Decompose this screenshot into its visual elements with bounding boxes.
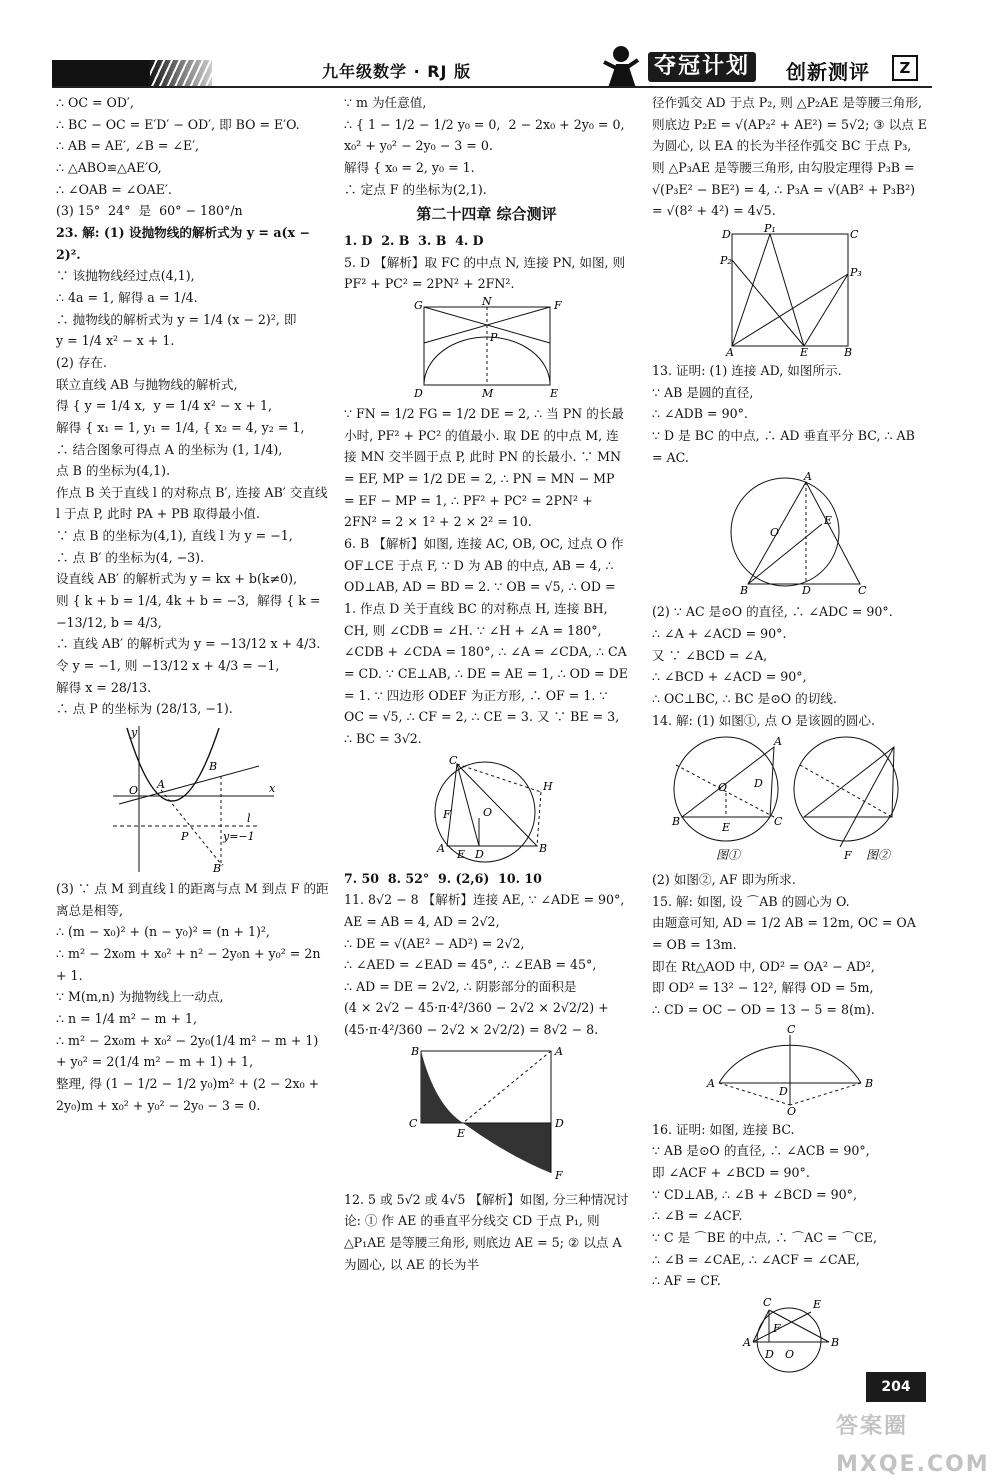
text-line: ∵ FN = 1/2 FG = 1/2 DE = 2, ∴ 当 PN 的长最小时, PF² + PC² 的值最小. 取 DE 的中点 M, 连接 MN 交半圆于点 P, 此时 PN 的长最小. ∵ MN = EF, MP = 1/2 DE = 2, ∴ PN = MN − MP = EF − MP = 1, ∴ PF² + PC² = 2PN² + 2FN² = 2 × 1² + 2 × 2² = 10. [344, 406, 626, 530]
fig-label: x [268, 782, 275, 796]
header-stripe-lines [150, 60, 230, 86]
fig-label: E [456, 847, 465, 861]
text-line: ∴ AB = AE′, ∠B = ∠E′, [56, 138, 200, 154]
text-line: ∴ OC⊥BC, ∴ BC 是⊙O 的切线. [652, 690, 837, 706]
question-5: 5. D 【解析】取 FC 的中点 N, 连接 PN, 如图, 则 PF² + PC² = 2PN² + 2FN². [344, 254, 630, 292]
fig-label: D [474, 847, 484, 861]
text-line: ∴ OC = OD′, [56, 95, 134, 110]
fig-label: B [843, 345, 852, 359]
fig-label: B′ [212, 862, 224, 876]
text-line: ∴ ∠B = ∠CAE, ∴ ∠ACF = ∠CAE, [652, 1251, 860, 1267]
answers-7-10: 7. 50 8. 52° 9. (2,6) 10. 10 [344, 870, 542, 886]
text-line: y = 1/4 x² − x + 1. [56, 333, 175, 349]
fig-label: E [549, 387, 558, 401]
fig-label: B [208, 760, 217, 774]
fig-label: B [410, 1044, 419, 1058]
fig-label: E [823, 514, 832, 528]
text-line: 令 y = −1, 则 −13/12 x + 4/3 = −1, [56, 658, 280, 674]
fig-label: C [762, 1296, 771, 1309]
text-line: ∵ AB 是⊙O 的直径, ∴ ∠ACB = 90°, [652, 1143, 870, 1159]
fig-label: O [784, 1348, 794, 1361]
fig-label: N [481, 295, 492, 309]
q15-figure [705, 1022, 875, 1118]
fig-label: O [717, 781, 727, 795]
question-16: 16. 证明: 如图, 连接 BC. [652, 1121, 795, 1137]
fig-label: P₃ [849, 265, 862, 279]
fig-label: P₂ [719, 253, 732, 267]
chapter-title: 第二十四章 综合测评 [416, 205, 557, 224]
text-line: 解得 x = 28/13. [56, 679, 152, 695]
fig-label: E [456, 1126, 465, 1140]
fig-label: D [721, 227, 731, 241]
fig-label: D [753, 777, 763, 791]
fig-label: F [843, 849, 852, 863]
text-line: ∴ 点 B′ 的坐标为(4, −3). [56, 549, 205, 565]
text-line: 由题意可知, AD = 1/2 AB = 12m, OC = OA = OB = 13m. [652, 915, 920, 953]
fig-label: A [725, 345, 734, 359]
text-line: 即 OD² = 13² − 12², 解得 OD = 5m, [652, 980, 874, 996]
text-line: ∵ CD⊥AB, ∴ ∠B + ∠BCD = 90°, [652, 1186, 857, 1202]
text-line: (4 × 2√2 − 45·π·4²/360 − 2√2 × 2√2/2) + [344, 1000, 609, 1016]
brand-name: 夺冠计划 [648, 52, 756, 82]
text-line: 联立直线 AB 与抛物线的解析式, [56, 376, 238, 392]
text-line: ∴ 结合图象可得点 A 的坐标为 (1, 1/4), [56, 441, 283, 457]
text-line: 点 B 的坐标为(4,1). [56, 463, 171, 479]
fig-label: D [413, 387, 423, 401]
text-line: 得 { y = 1/4 x, y = 1/4 x² − x + 1, [56, 398, 273, 414]
text-line: ∵ M(m,n) 为抛物线上一动点, [56, 989, 224, 1005]
fig-label: D [764, 1348, 774, 1361]
fig-label: E [799, 345, 808, 359]
fig-label: P [489, 331, 497, 345]
text-line: 又 ∵ ∠BCD = ∠A, [652, 647, 768, 663]
fig-label: C [448, 753, 457, 767]
text-line: 整理, 得 (1 − 1/2 − 1/2 y₀)m² + (2 − 2x₀ + 2y₀)m + x₀² + y₀² − 2y₀ − 3 = 0. [56, 1075, 324, 1113]
middle-column [344, 92, 633, 1275]
book-title: 九年级数学 · RJ 版 [322, 62, 472, 81]
fig-label: P₁ [763, 221, 776, 235]
fig-label: D [554, 1116, 564, 1130]
fig-label: B [864, 1076, 873, 1090]
text-line: ∴ n = 1/4 m² − m + 1, [56, 1010, 198, 1026]
q5-figure [412, 295, 562, 401]
watermark-logo: 答案圈 MXQE.COM [836, 1414, 990, 1477]
fig-label: F [554, 1168, 563, 1182]
fig-label: M [481, 387, 493, 401]
text-line: (45·π·4²/360 − 2√2 × 2√2/2) = 8√2 − 8. [344, 1022, 599, 1038]
fig-label: G [413, 299, 423, 313]
fig-label: A [156, 778, 165, 792]
text-line: ∴ △ABO≌△AE′O, [56, 159, 162, 175]
mascot-icon [596, 42, 646, 92]
text-line: ∴ AF = CF. [652, 1273, 721, 1289]
fig-label: D [801, 584, 811, 598]
series-badge: Z [892, 55, 918, 81]
question-6: 6. B 【解析】如图, 连接 AC, OB, OC, 过点 O 作 OF⊥CE 于点 F, ∵ D 为 AB 的中点, AB = 4, ∴ OD⊥AB, AD = BD = 2. ∵ OB = √5, ∴ OD = 1. 作点 D 关于直线 BC 的对称点 H, 连接 BH, CH, 则 ∠CDB = ∠H. ∵ ∠H + ∠A = 180°, ∠CDB + ∠CDA = 180°, ∴ ∠A = ∠CDA, ∴ CA = CD. ∵ CE⊥AB, ∴ DE = AE = 1, ∴ OD = DE = 1. ∵ 四边形 ODEF 为正方形, ∴ OF = 1. ∵ OC = √5, ∴ CF = 2, ∴ CE = 3. 又 ∵ BE = 3, ∴ BC = 3√2. [344, 535, 632, 746]
fig-label: A [554, 1044, 563, 1058]
text-line: ∴ BC − OC = E′D′ − OD′, 即 BO = E′O. [56, 116, 300, 132]
fig-label: C [408, 1116, 417, 1130]
text-line: (2) 如图②, AF 即为所求. [652, 872, 796, 888]
text-line: ∵ C 是 ⌒BE 的中点, ∴ ⌒AC = ⌒CE, [652, 1230, 877, 1246]
question-23: 23. 解: (1) 设抛物线的解析式为 y = a(x − 2)². [56, 224, 315, 262]
question-14: 14. 解: (1) 如图①, 点 O 是该圆的圆心. [652, 712, 875, 728]
text-line: 作点 B 关于直线 l 的对称点 B′, 连接 AB′ 交直线 l 于点 P, 此时 PA + PB 取得最小值. [56, 484, 332, 522]
text-line: ∴ 4a = 1, 解得 a = 1/4. [56, 289, 198, 305]
fig-label: B [538, 841, 547, 855]
header-rule [52, 86, 932, 88]
text-line: ∴ ∠BCD + ∠ACD = 90°, [652, 669, 807, 685]
right-column [652, 92, 932, 1380]
text-line: 解得 { x₀ = 2, y₀ = 1. [344, 159, 475, 175]
text-line: ∵ D 是 BC 的中点, ∴ AD 垂直平分 BC, ∴ AB = AC. [652, 427, 919, 465]
text-line: ∴ DE = √(AE² − AD²) = 2√2, [344, 935, 525, 951]
fig-label: C [849, 227, 858, 241]
fig-label: F [553, 299, 562, 313]
fig-label: E [721, 821, 730, 835]
text-line: ∴ 抛物线的解析式为 y = 1/4 (x − 2)², 即 [56, 311, 297, 327]
fig-label: A [773, 735, 782, 749]
text-line: 径作弧交 AD 于点 P₂, 则 △P₂AE 是等腰三角形, 则底边 P₂E = √(AP₂² + AE²) = 5√2; ③ 以点 E 为圆心, 以 EA 的长为半径作弧交 BC 于点 P₃, 则 △P₃AE 是等腰三角形, 由勾股定理得 P₃B = √(P₃E² − BE²) = 4, ∴ P₃A = √(AB² + P₃B²) = √(8² + 4²) = 4√5. [652, 95, 932, 219]
fig-label: P [180, 830, 188, 844]
fig-label: F [442, 807, 451, 821]
fig-label: H [542, 779, 553, 793]
text-line: ∵ AB 是圆的直径, [652, 384, 754, 400]
text-line: ∴ 直线 AB′ 的解析式为 y = −13/12 x + 4/3. [56, 636, 321, 652]
text-line: ∵ 该抛物线经过点(4,1), [56, 268, 195, 284]
fig-label: y [130, 726, 137, 740]
text-line: 设直线 AB′ 的解析式为 y = kx + b(k≠0), [56, 571, 298, 587]
fig-label: B [830, 1336, 839, 1349]
series-name: 创新测评 [786, 60, 870, 84]
text-line: ∴ 定点 F 的坐标为(2,1). [344, 181, 487, 197]
text-line: (2) 存在. [56, 354, 108, 370]
fig-label: 图② [865, 848, 890, 863]
fig-label: l [246, 812, 251, 826]
page-number: 204 [866, 1372, 926, 1402]
fig-label: D [778, 1084, 788, 1098]
text-line: ∴ 点 P 的坐标为 (28/13, −1). [56, 701, 233, 717]
fig-label: C [786, 1022, 795, 1036]
fig-label: B [739, 584, 748, 598]
text-line: ∴ ∠ADB = 90°. [652, 406, 748, 422]
text-line: (2) ∵ AC 是⊙O 的直径, ∴ ∠ADC = 90°. [652, 604, 893, 620]
text-line: ∴ ∠A + ∠ACD = 90°. [652, 625, 787, 641]
q14-figure [670, 735, 910, 865]
question-12: 12. 5 或 5√2 或 4√5 【解析】如图, 分三种情况讨论: ① 作 AE 的垂直平分线交 CD 于点 P₁, 则 △P₁AE 是等腰三角形, 则底边 AE = 5; ② 以点 A 为圆心, 以 AE 的长为半 [344, 1191, 629, 1272]
fig-label: A [706, 1076, 715, 1090]
fig-label: C [773, 815, 782, 829]
fig-label: E [812, 1298, 821, 1311]
text-line: ∴ ∠OAB = ∠OAE′. [56, 181, 172, 197]
fig-label: F [772, 1322, 781, 1335]
fig-label: O [769, 526, 779, 540]
text-line: (3) ∵ 点 M 到直线 l 的距离与点 M 到点 F 的距离总是相等, [56, 881, 329, 918]
fig-label: A [436, 841, 445, 855]
fig-label: O [128, 784, 138, 798]
text-line: ∴ m² − 2x₀m + x₀² − 2y₀(1/4 m² − m + 1) + y₀² = 2(1/4 m² − m + 1) + 1, [56, 1032, 323, 1070]
question-13: 13. 证明: (1) 连接 AD, 如图所示. [652, 362, 842, 378]
q13-figure [710, 472, 870, 597]
question-15: 15. 解: 如图, 设 ⌒AB 的圆心为 O. [652, 893, 850, 909]
text-line: 则 { k + b = 1/4, 4k + b = −3, 解得 { k = −13/12, b = 4/3, [56, 593, 325, 630]
fig-label: B [671, 815, 680, 829]
text-line: ∴ ∠AED = ∠EAD = 45°, ∴ ∠EAB = 45°, [344, 957, 597, 973]
fig-label: C [857, 584, 866, 598]
q16-figure [725, 1296, 855, 1376]
fig-label: A [803, 470, 812, 484]
left-column [56, 92, 331, 1116]
text-line: ∴ AD = DE = 2√2, ∴ 阴影部分的面积是 [344, 978, 577, 994]
text-line: 即 ∠ACF + ∠BCD = 90°. [652, 1165, 810, 1181]
text-line: ∴ ∠B = ∠ACF. [652, 1208, 743, 1224]
fig-label: O [786, 1104, 796, 1118]
fig-label: y=−1 [222, 830, 255, 844]
parabola-figure [109, 724, 279, 874]
q6-figure [417, 754, 557, 864]
fig-label: A [742, 1336, 751, 1349]
text-line: ∴ m² − 2x₀m + x₀² + n² − 2y₀n + y₀² = 2n + 1. [56, 946, 325, 983]
fig-label: 图① [715, 848, 740, 863]
text-line: 解得 { x₁ = 1, y₁ = 1/4, { x₂ = 4, y₂ = 1, [56, 419, 305, 435]
text-line: ∵ 点 B 的坐标为(4,1), 直线 l 为 y = −1, [56, 528, 293, 544]
text-line: 即在 Rt△AOD 中, OD² = OA² − AD², [652, 958, 875, 974]
text-line: ∴ { 1 − 1/2 − 1/2 y₀ = 0, 2 − 2x₀ + 2y₀ = 0, x₀² + y₀² − 2y₀ − 3 = 0. [344, 116, 633, 154]
fig-label: O [482, 805, 492, 819]
page-header [0, 0, 1000, 92]
answers-1-4: 1. D 2. B 3. B 4. D [344, 233, 484, 249]
text-line: (3) 15° 24° 是 60° − 180°/n [56, 203, 243, 219]
text-line: ∴ CD = OC − OD = 13 − 5 = 8(m). [652, 1002, 875, 1018]
text-line: ∵ m 为任意值, [344, 95, 427, 110]
q12-figure [719, 221, 862, 359]
text-line: ∴ (m − x₀)² + (n − y₀)² = (n + 1)², [56, 924, 270, 940]
q11-figure [407, 1045, 567, 1185]
question-11: 11. 8√2 − 8 【解析】连接 AE, ∵ ∠ADE = 90°, AE = AB = 4, AD = 2√2, [344, 892, 629, 929]
